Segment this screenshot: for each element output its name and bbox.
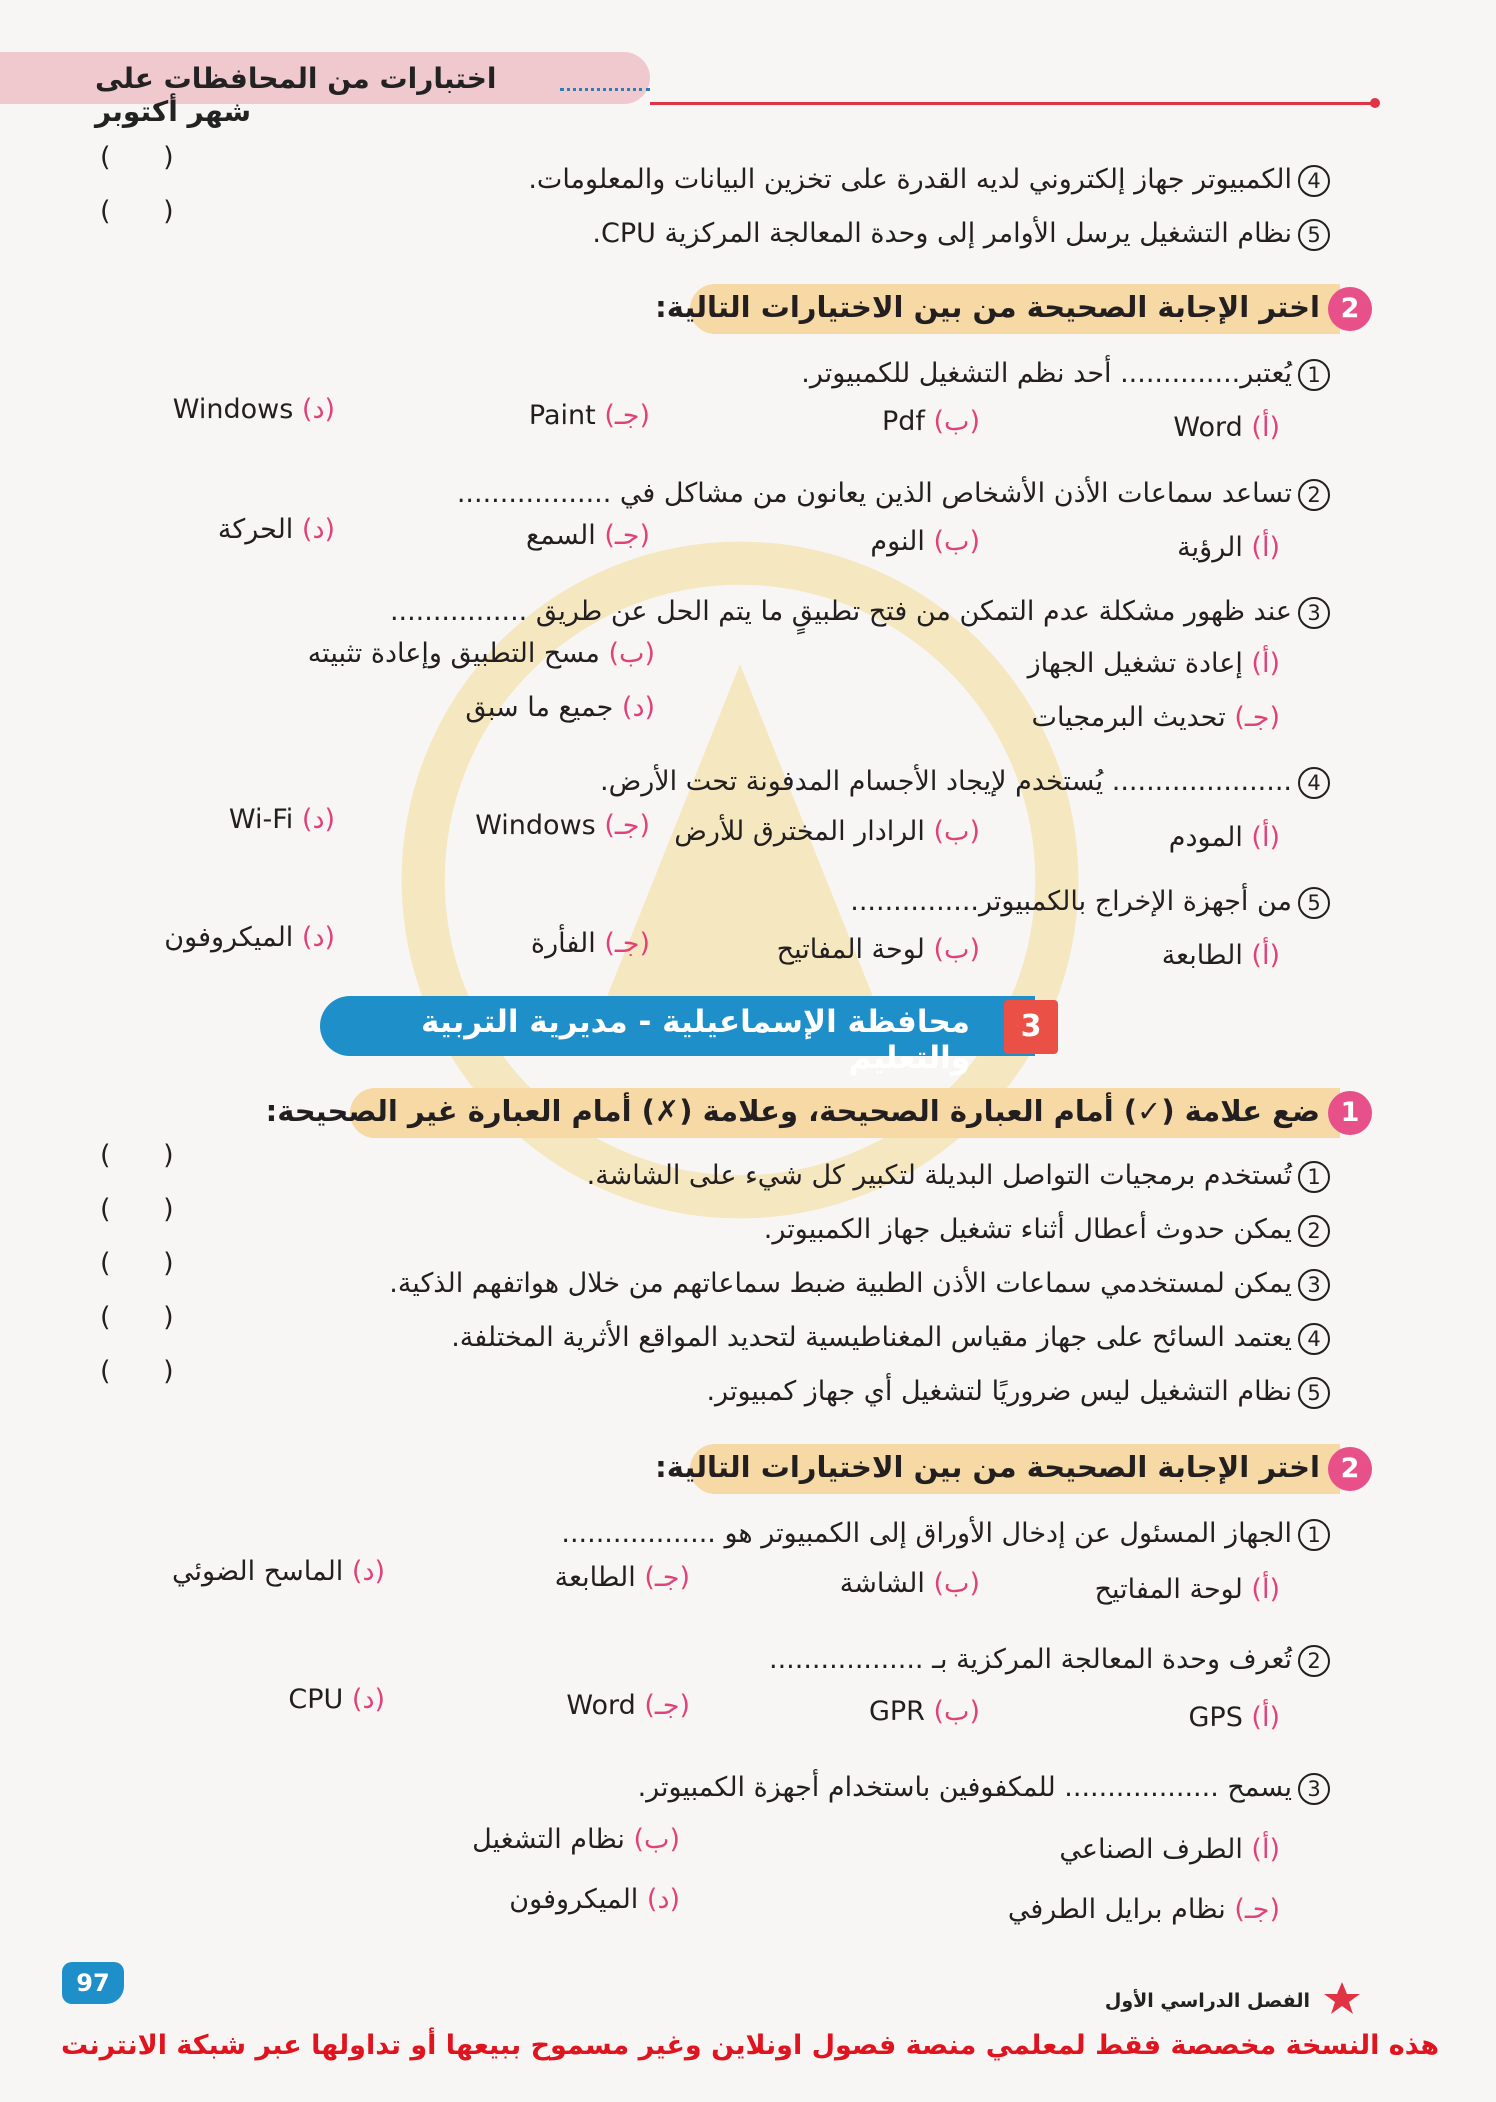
option-text: جميع ما سبق xyxy=(465,692,614,723)
option-letter: (جـ) xyxy=(604,400,650,431)
option-d[interactable] xyxy=(150,394,335,425)
item-number: 2 xyxy=(1298,1645,1330,1677)
statement-5 xyxy=(300,1374,1330,1410)
option-letter: (ب) xyxy=(933,1696,980,1727)
option-b[interactable] xyxy=(280,638,655,669)
mcq-stem xyxy=(390,594,1330,630)
option-letter: (ب) xyxy=(608,638,655,669)
option-letter: (د) xyxy=(351,1684,385,1715)
option-d[interactable] xyxy=(140,1556,385,1587)
option-letter: (جـ) xyxy=(644,1562,690,1593)
option-text: Word xyxy=(1173,412,1243,443)
option-text: GPS xyxy=(1188,1702,1243,1733)
option-b[interactable] xyxy=(820,406,980,437)
option-letter: (ب) xyxy=(933,934,980,965)
mcq-stem xyxy=(560,356,1330,392)
answer-paren[interactable]: ( ) xyxy=(100,1302,196,1333)
option-c[interactable] xyxy=(480,928,650,959)
option-d[interactable] xyxy=(480,1884,680,1915)
option-c[interactable] xyxy=(450,810,650,841)
governorate-title: محافظة الإسماعيلية - مديرية التربية والتعليم xyxy=(421,1004,970,1076)
statement-text: نظام التشغيل ليس ضروريًا لتشغيل أي جهاز كمبيوتر. xyxy=(706,1376,1292,1407)
header-dots xyxy=(560,88,650,91)
option-text: الرادار المخترق للأرض xyxy=(674,816,925,847)
option-a[interactable] xyxy=(1120,412,1280,443)
option-text: Wi-Fi xyxy=(228,804,294,835)
item-number: 5 xyxy=(1298,887,1330,919)
header-rule xyxy=(650,102,1375,105)
option-text: Pdf xyxy=(881,406,925,437)
option-letter: (د) xyxy=(646,1884,680,1915)
option-letter: (د) xyxy=(621,692,655,723)
option-text: الميكروفون xyxy=(164,922,294,953)
option-c[interactable] xyxy=(480,400,650,431)
header-title: اختبارات من المحافظات على شهر أكتوبر xyxy=(95,62,497,128)
item-number: 3 xyxy=(1298,597,1330,629)
item-number: 4 xyxy=(1298,165,1330,197)
page-number: 97 xyxy=(62,1962,124,2004)
header-rule-dot xyxy=(1370,98,1380,108)
option-letter: (أ) xyxy=(1251,1834,1280,1865)
option-text: السمع xyxy=(525,520,596,551)
mcq-stem xyxy=(600,1770,1330,1806)
option-letter: (أ) xyxy=(1251,648,1280,679)
option-letter: (د) xyxy=(301,804,335,835)
answer-paren[interactable]: ( ) xyxy=(100,1248,196,1279)
statement-text: الكمبيوتر جهاز إلكتروني لديه القدرة على تخزين البيانات والمعلومات. xyxy=(528,164,1292,195)
option-text: Paint xyxy=(528,400,596,431)
option-d[interactable] xyxy=(180,804,335,835)
option-letter: (أ) xyxy=(1251,940,1280,971)
question-title: ضع علامة (✓) أمام العبارة الصحيحة، وعلامة (✗) أمام العبارة غير الصحيحة: xyxy=(265,1094,1320,1128)
statement-text: نظام التشغيل يرسل الأوامر إلى وحدة المعالجة المركزية CPU. xyxy=(592,218,1292,249)
option-b[interactable] xyxy=(740,934,980,965)
option-a[interactable] xyxy=(960,648,1280,679)
statement-1 xyxy=(300,1158,1330,1194)
option-d[interactable] xyxy=(400,692,655,723)
item-number: 4 xyxy=(1298,1323,1330,1355)
option-d[interactable] xyxy=(220,1684,385,1715)
statement-text: يمكن لمستخدمي سماعات الأذن الطبية ضبط سماعاتهم من خلال هواتفهم الذكية. xyxy=(389,1268,1292,1299)
stem-text: تُعرف وحدة المعالجة المركزية بـ .................. xyxy=(769,1644,1292,1675)
option-text: الميكروفون xyxy=(509,1884,639,1915)
item-number: 3 xyxy=(1298,1773,1330,1805)
statement-4 xyxy=(300,162,1330,198)
option-a[interactable] xyxy=(1000,1834,1280,1865)
option-text: الحركة xyxy=(217,514,294,545)
option-text: لوحة المفاتيح xyxy=(776,934,925,965)
item-number: 3 xyxy=(1298,1269,1330,1301)
option-c[interactable] xyxy=(980,1894,1280,1925)
option-a[interactable] xyxy=(1120,822,1280,853)
option-text: لوحة المفاتيح xyxy=(1094,1574,1243,1605)
option-d[interactable] xyxy=(140,922,335,953)
statement-text: يمكن حدوث أعطال أثناء تشغيل جهاز الكمبيوتر. xyxy=(763,1214,1292,1245)
option-letter: (أ) xyxy=(1251,532,1280,563)
option-c[interactable] xyxy=(960,702,1280,733)
option-text: GPR xyxy=(868,1696,925,1727)
item-number: 2 xyxy=(1298,1215,1330,1247)
item-number: 4 xyxy=(1298,767,1330,799)
option-b[interactable] xyxy=(440,1824,680,1855)
stem-text: ..................... يُستخدم لإيجاد الأجسام المدفونة تحت الأرض. xyxy=(600,766,1292,797)
question-number: 2 xyxy=(1328,1447,1372,1491)
term-label: الفصل الدراسي الأول xyxy=(1104,1990,1310,2012)
option-letter: (د) xyxy=(301,514,335,545)
option-letter: (جـ) xyxy=(644,1690,690,1721)
option-text: الطابعة xyxy=(1161,940,1243,971)
stem-text: من أجهزة الإخراج بالكمبيوتر............... xyxy=(850,886,1292,917)
stem-text: يسمح .................. للمكفوفين باستخدام أجهزة الكمبيوتر. xyxy=(637,1772,1292,1803)
mcq-stem xyxy=(560,764,1330,800)
option-letter: (أ) xyxy=(1251,822,1280,853)
option-text: الرؤية xyxy=(1177,532,1243,563)
option-b[interactable] xyxy=(820,526,980,557)
option-letter: (جـ) xyxy=(604,928,650,959)
question-title: اختر الإجابة الصحيحة من بين الاختيارات التالية: xyxy=(655,290,1320,324)
option-b[interactable] xyxy=(660,816,980,847)
stem-text: تساعد سماعات الأذن الأشخاص الذين يعانون من مشاكل في .................. xyxy=(456,478,1292,509)
statement-text: تُستخدم برمجيات التواصل البديلة لتكبير كل شيء على الشاشة. xyxy=(586,1160,1292,1191)
item-number: 1 xyxy=(1298,359,1330,391)
stem-text: يُعتبر.............. أحد نظم التشغيل للكمبيوتر. xyxy=(801,358,1292,389)
option-letter: (ب) xyxy=(933,406,980,437)
option-b[interactable] xyxy=(820,1696,980,1727)
statement-5 xyxy=(300,216,1330,252)
option-text: CPU xyxy=(288,1684,344,1715)
option-c[interactable] xyxy=(470,1562,690,1593)
option-text: نظام التشغيل xyxy=(472,1824,625,1855)
option-letter: (جـ) xyxy=(1234,1894,1280,1925)
option-text: مسح التطبيق وإعادة تثبيته xyxy=(307,638,600,669)
option-letter: (أ) xyxy=(1251,1574,1280,1605)
option-letter: (أ) xyxy=(1251,412,1280,443)
option-letter: (جـ) xyxy=(604,520,650,551)
option-d[interactable] xyxy=(150,514,335,545)
option-a[interactable] xyxy=(1040,1574,1280,1605)
option-letter: (ب) xyxy=(933,526,980,557)
question-title: اختر الإجابة الصحيحة من بين الاختيارات التالية: xyxy=(655,1450,1320,1484)
option-text: Word xyxy=(566,1690,636,1721)
option-text: الطرف الصناعي xyxy=(1059,1834,1243,1865)
option-text: الشاشة xyxy=(839,1568,925,1599)
option-letter: (أ) xyxy=(1251,1702,1280,1733)
item-number: 5 xyxy=(1298,1377,1330,1409)
stem-text: الجهاز المسئول عن إدخال الأوراق إلى الكمبيوتر هو .................. xyxy=(561,1518,1292,1549)
option-c[interactable] xyxy=(480,520,650,551)
option-text: النوم xyxy=(870,526,925,557)
question-number: 1 xyxy=(1328,1091,1372,1135)
option-c[interactable] xyxy=(520,1690,690,1721)
copyright-notice: هذه النسخة مخصصة فقط لمعلمي منصة فصول اونلاين وغير مسموح ببيعها أو تداولها عبر شبكة الانترنت xyxy=(60,2030,1440,2061)
option-a[interactable] xyxy=(1120,1702,1280,1733)
option-letter: (ب) xyxy=(933,816,980,847)
item-number: 1 xyxy=(1298,1161,1330,1193)
answer-paren[interactable]: ( ) xyxy=(100,1140,196,1171)
statement-2 xyxy=(300,1212,1330,1248)
mcq-stem xyxy=(456,476,1330,512)
option-letter: (د) xyxy=(301,394,335,425)
option-a[interactable] xyxy=(1120,532,1280,563)
option-text: Windows xyxy=(172,394,294,425)
item-number: 5 xyxy=(1298,219,1330,251)
stem-text: عند ظهور مشكلة عدم التمكن من فتح تطبيقٍ ما يتم الحل عن طريق ................ xyxy=(389,596,1292,627)
statement-4 xyxy=(300,1320,1330,1356)
option-letter: (ب) xyxy=(933,1568,980,1599)
mcq-stem xyxy=(760,884,1330,920)
answer-paren[interactable]: ( ) xyxy=(100,196,196,227)
statement-text: يعتمد السائح على جهاز مقياس المغناطيسية لتحديد المواقع الأثرية المختلفة. xyxy=(451,1322,1292,1353)
option-text: إعادة تشغيل الجهاز xyxy=(1027,648,1243,679)
answer-paren[interactable]: ( ) xyxy=(100,142,196,173)
answer-paren[interactable]: ( ) xyxy=(100,1356,196,1387)
section-number: 3 xyxy=(1004,1000,1058,1054)
option-letter: (د) xyxy=(351,1556,385,1587)
option-letter: (د) xyxy=(301,922,335,953)
answer-paren[interactable]: ( ) xyxy=(100,1194,196,1225)
question-number: 2 xyxy=(1328,287,1372,331)
option-text: المودم xyxy=(1168,822,1243,853)
mcq-stem xyxy=(560,1516,1330,1552)
option-text: الفأرة xyxy=(530,928,596,959)
option-text: Windows xyxy=(475,810,596,841)
mcq-stem xyxy=(760,1642,1330,1678)
item-number: 1 xyxy=(1298,1519,1330,1551)
option-a[interactable] xyxy=(1120,940,1280,971)
option-text: نظام برايل الطرفي xyxy=(1007,1894,1226,1925)
option-text: الماسح الضوئي xyxy=(172,1556,344,1587)
option-text: الطابعة xyxy=(554,1562,636,1593)
option-letter: (ب) xyxy=(633,1824,680,1855)
statement-3 xyxy=(300,1266,1330,1302)
item-number: 2 xyxy=(1298,479,1330,511)
star-figure-icon xyxy=(1322,1980,1362,2016)
option-text: تحديث البرمجيات xyxy=(1031,702,1226,733)
option-letter: (جـ) xyxy=(1234,702,1280,733)
option-b[interactable] xyxy=(780,1568,980,1599)
option-letter: (جـ) xyxy=(604,810,650,841)
